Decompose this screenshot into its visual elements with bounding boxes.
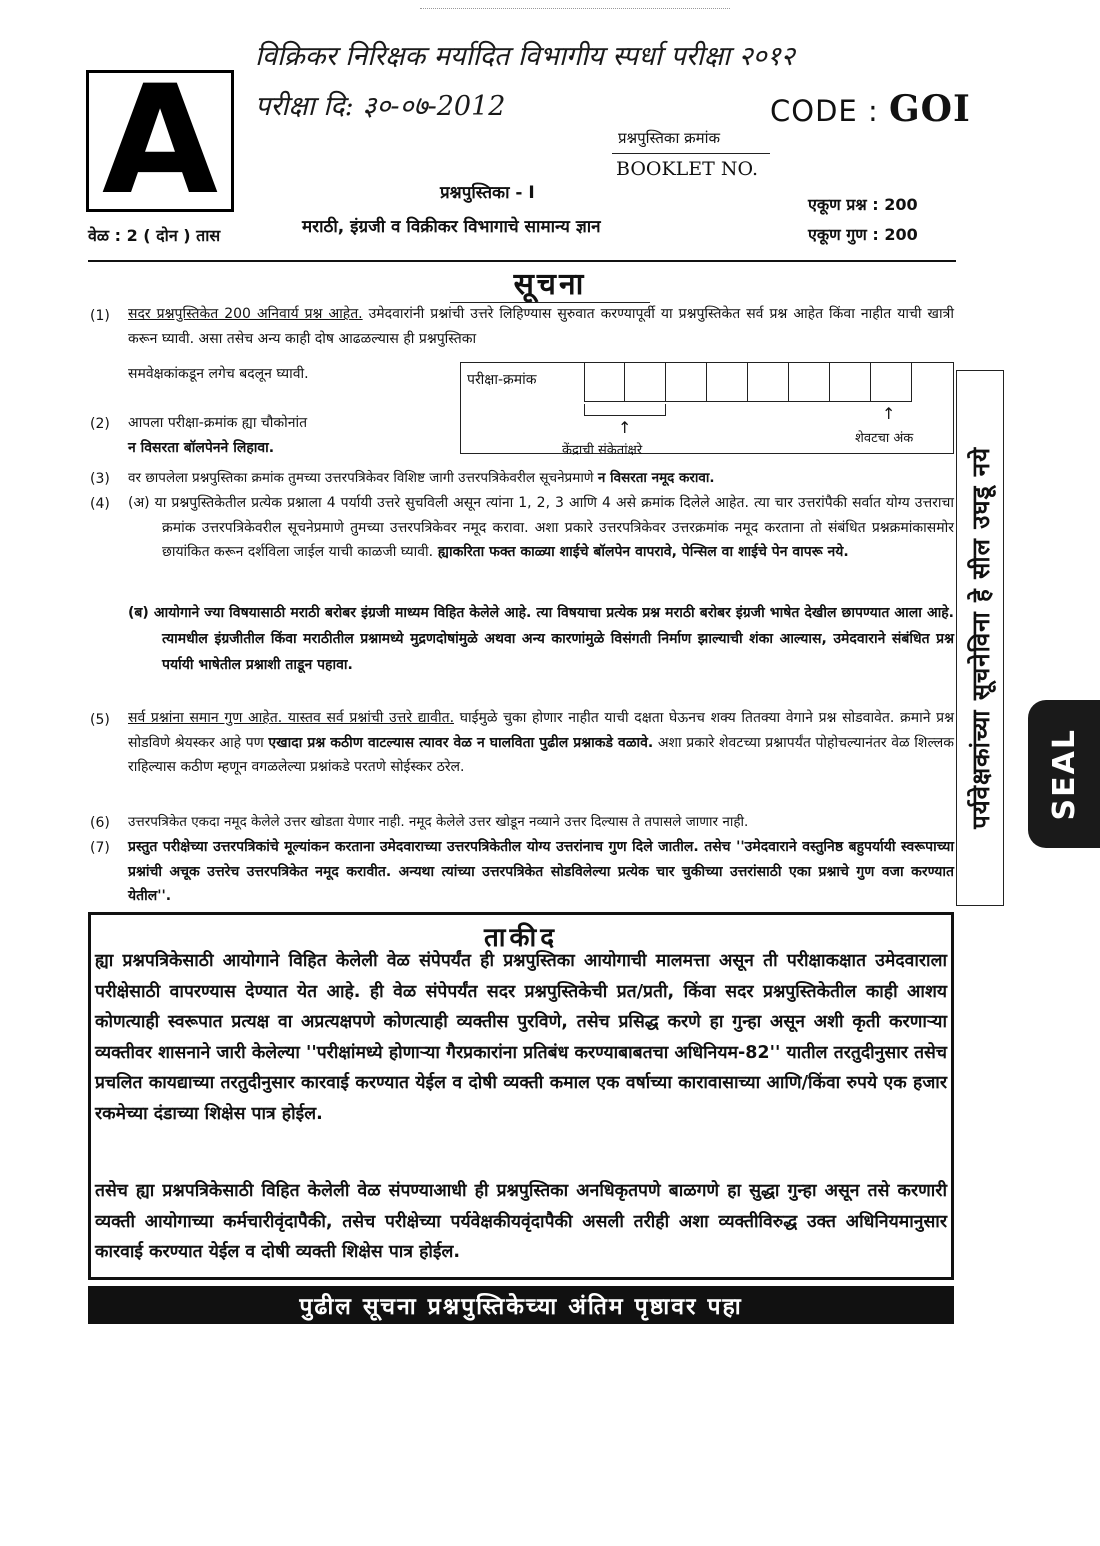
total-questions: एकूण प्रश्न : 200 <box>808 195 918 214</box>
centre-code-label: केंद्राची संकेतांक्षरे <box>562 443 643 458</box>
centre-code-bracket <box>584 404 666 416</box>
roll-cell[interactable] <box>625 362 666 402</box>
arrow-up-icon: ↑ <box>618 418 632 437</box>
code-label <box>770 88 971 130</box>
instruction-3 <box>128 466 954 491</box>
subject-title: मराठी, इंग्रजी व विक्रीकर विभागाचे सामान्य ज्ञान <box>302 217 601 237</box>
instruction-number: (7) <box>90 840 110 856</box>
warning-paragraph-2: तसेच ह्या प्रश्नपत्रिकेसाठी विहित केलेली वेळ संपण्याआधी ही प्रश्नपुस्तिका अनधिकृतपणे बाळगणे हा सुद्धा गुन्हा असून तसे करणारी व्यक्ती आयोगाच्या कर्मचारीवृंदापैकी, तसेच परीक्षेच्या पर्यवेक्षकीयवृंदापैकी असली तरीही अशा व्यक्तीविरुद्ध उक्त अधिनियमानुसार कारवाई करण्यात येईल व दोषी व्यक्ती शिक्षेस पात्र होईल. <box>95 1181 947 1262</box>
instruction-7: प्रस्तुत परीक्षेच्या उत्तरपत्रिकांचे मूल्यांकन करताना उमेदवाराच्या उत्तरपत्रिकेतील योग्य उत्तरांनाच गुण दिले जातील. तसेच ''उमेदवाराने वस्तुनिष्ठ बहुपर्यायी स्वरूपाच्या प्रश्नांची अचूक उत्तरेच उत्तरपत्रिकेत नमूद करावीत. अन्यथा त्यांच्या उत्तरपत्रिकेत सोडविलेल्या प्रत्येक चार चुकीच्या उत्तरांसाठी एका प्रश्नाचे गुण वजा करण्यात येतील''. <box>128 839 954 904</box>
seal-instruction-band <box>956 370 1004 906</box>
booklet-series-letter: A <box>86 70 234 212</box>
instruction-5-text: घाईमुळे चुका होणार नाहीत याची दक्षता घेऊनच शक्य तितक्या वेगाने प्रश्न सोडवावेत. क्रमाने प्रश्न सोडविणे श्रेयस्कर आहे पण <box>128 710 954 751</box>
roll-cell[interactable] <box>707 362 748 402</box>
instruction-4b: (ब) आयोगाने ज्या विषयासाठी मराठी बरोबर इंग्रजी माध्यम विहित केलेले आहे. त्या विषयाचा प्रत्येक प्रश्न मराठी बरोबर इंग्रजी भाषेत देखील छापण्यात आला आहे. त्यामधील इंग्रजीतील किंवा मराठीतील प्रश्नामध्ये मुद्रणदोषांमुळे अथवा अन्य कारणांमुळे विसंगती निर्माण झाल्याची शंका आल्यास, उमेदवाराने संबंधित प्रश्न पर्यायी भाषेतील प्रश्नाशी ताडून पहावा. <box>128 605 954 673</box>
roll-number-label: परीक्षा-क्रमांक <box>467 372 537 388</box>
instructions-heading: सूचना <box>513 267 587 302</box>
footer-notice-text: पुढील सूचना प्रश्नपुस्तिकेच्या अंतिम पृष्ठावर पहा <box>299 1294 743 1320</box>
instruction-3-text: वर छापलेला प्रश्नपुस्तिका क्रमांक तुमच्या उत्तरपत्रिकेवर विशिष्ट जागी उत्तरपत्रिकेवरील सूचनेप्रमाणे <box>128 470 598 486</box>
seal-instruction-text: पर्यवेक्षकांच्या सूचनेविना हे सील उघडू नये <box>966 447 995 829</box>
booklet-number-label-marathi: प्रश्नपुस्तिका क्रमांक <box>618 129 720 147</box>
instruction-1 <box>128 302 954 351</box>
footer-notice <box>88 1286 954 1324</box>
instruction-2-line1: आपला परीक्षा-क्रमांक ह्या चौकोनांत <box>128 415 308 431</box>
last-digit-label: शेवटचा अंक <box>855 431 914 446</box>
seal-label: SEAL <box>1046 727 1082 821</box>
scan-artifact <box>420 8 730 9</box>
instruction-1-text: उमेदवारांनी प्रश्नांची उत्तरे लिहिण्यास सुरुवात करण्यापूर्वी या प्रश्नपुस्तिकेत सर्व प्रश्न आहेत किंवा नाहीत याची खात्री करून घ्यावी. असा तसेच अन्य काही दोष आढळल्यास ही प्रश्नपुस्तिका <box>128 306 954 347</box>
instruction-4a <box>128 491 954 565</box>
exam-duration: वेळ : 2 ( दोन ) तास <box>88 226 221 245</box>
roll-cell[interactable] <box>871 362 912 402</box>
booklet-title: प्रश्नपुस्तिका - I <box>440 183 535 203</box>
roll-cell[interactable] <box>584 362 625 402</box>
instruction-4a-text: (अ) या प्रश्नपुस्तिकेतील प्रत्येक प्रश्नाला 4 पर्यायी उत्तरे सुचविली असून त्यांना 1, 2, 3 आणि 4 असे क्रमांक दिलेले आहेत. त्या चार उत्तरांपैकी सर्वात योग्य उत्तराचा क्रमांक उत्तरपत्रिकेवरील सूचनेप्रमाणे तुमच्या उत्तरपत्रिकेवर नमूद करावा. अशा प्रकारे उत्तरपत्रिकेवर उत्तरक्रमांक नमूद करताना तो संबंधित प्रश्नक्रमांकासमोर छायांकित करून दर्शविला जाईल याची काळजी घ्यावी. <box>128 495 954 560</box>
code-caption: CODE : <box>770 94 879 128</box>
instruction-number: (5) <box>90 712 110 728</box>
roll-cell[interactable] <box>748 362 789 402</box>
roll-cell[interactable] <box>789 362 830 402</box>
arrow-up-icon: ↑ <box>882 404 896 423</box>
handwritten-exam-date: परीक्षा दि: ३०-०७-2012 <box>255 91 506 122</box>
warning-paragraph-1: ह्या प्रश्नपत्रिकेसाठी आयोगाने विहित केलेली वेळ संपेपर्यंत ही प्रश्नपुस्तिका आयोगाची मालमत्ता असून ती परीक्षाकक्षात उमेदवाराला परीक्षेसाठी वापरण्यास देण्यात येत आहे. ही वेळ संपेपर्यंत सदर प्रश्नपुस्तिकेची प्रत/प्रती, किंवा सदर प्रश्नपुस्तिकेतील काही आशय कोणत्याही स्वरूपात प्रत्यक्ष वा अप्रत्यक्षपणे कोणत्याही व्यक्तीस पुरविणे, तसेच प्रसिद्ध करणे हा गुन्हा असून अशी कृती करणाऱ्या व्यक्तीवर शासनाने जारी केलेल्या ''परीक्षांमध्ये होणाऱ्या गैरप्रकारांना प्रतिबंध करण्याबाबतचा अधिनियम-82'' यातील तरतुदीनुसार तसेच प्रचलित कायद्याच्या तरतुदीनुसार कारवाई करण्यात येईल व दोषी व्यक्ती कमाल एक वर्षाच्या कारावासाच्या आणि/किंवा रुपये एक हजार रकमेच्या दंडाच्या शिक्षेस पात्र होईल. <box>95 951 947 1124</box>
seal-tab[interactable] <box>1028 700 1100 848</box>
booklet-number-label: BOOKLET NO. <box>616 158 758 180</box>
total-marks: एकूण गुण : 200 <box>808 225 918 244</box>
instruction-6: उत्तरपत्रिकेत एकदा नमूद केलेले उत्तर खोडता येणार नाही. नमूद केलेले उत्तर खोडून नव्याने उत्तर दिल्यास ते तपासले जाणार नाही. <box>128 814 749 830</box>
instruction-5-text-end: अशा प्रकारे शेवटच्या प्रश्नापर्यंत पोहोचल्यानंतर वेळ शिल्लक राहिल्यास कठीण म्हणून वगळलेल्या प्रश्नांकडे परतणे सोईस्कर ठरेल. <box>128 734 955 775</box>
instruction-number: (2) <box>90 416 110 432</box>
booklet-number-line <box>612 153 770 154</box>
roll-cell[interactable] <box>666 362 707 402</box>
warning-heading: ताकीद <box>483 923 559 953</box>
instruction-number: (3) <box>90 471 110 487</box>
instruction-5 <box>128 706 954 780</box>
roll-cell[interactable] <box>830 362 871 402</box>
instruction-number: (4) <box>90 496 110 512</box>
instruction-1-underlined: सदर प्रश्नपुस्तिकेत 200 अनिवार्य प्रश्न आहेत. <box>128 306 363 322</box>
instruction-4a-bold: ह्याकरिता फक्त काळ्या शाईचे बॉलपेन वापरावे, पेन्सिल वा शाईचे पेन वापरू नये. <box>433 544 849 560</box>
instruction-1-line3: समवेक्षकांकडून लगेच बदलून घ्यावी. <box>128 366 309 382</box>
instruction-5-underlined: सर्व प्रश्नांना समान गुण आहेत. यास्तव सर्व प्रश्नांची उत्तरे द्यावीत. <box>128 710 455 726</box>
instruction-5-bold: एखादा प्रश्न कठीण वाटल्यास त्यावर वेळ न घालविता पुढील प्रश्नाकडे वळावे. <box>268 734 654 751</box>
roll-number-cells <box>584 362 912 402</box>
instruction-number: (1) <box>90 308 110 324</box>
instruction-number: (6) <box>90 815 110 831</box>
instruction-3-bold: न विसरता नमूद करावा. <box>597 470 715 486</box>
instruction-2-line2: न विसरता बॉलपेनने लिहावा. <box>128 440 275 456</box>
code-value: GOI <box>888 88 971 130</box>
handwritten-exam-title: विक्रिकर निरिक्षक मर्यादित विभागीय स्पर्धा परीक्षा २०१२ <box>255 41 795 72</box>
